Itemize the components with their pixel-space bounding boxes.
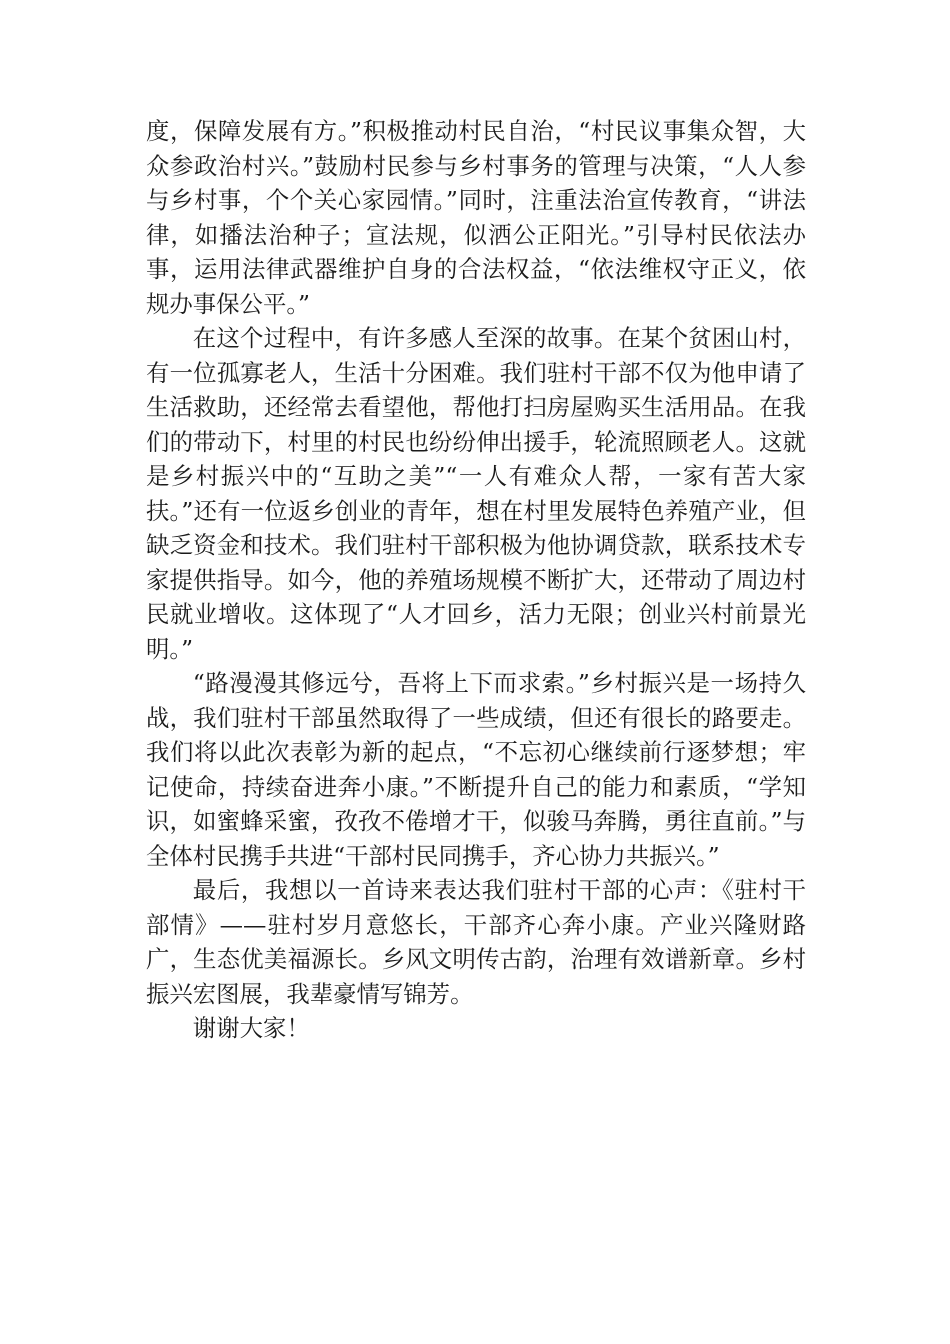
paragraph-thanks: 谢谢大家！ (192, 1014, 310, 1042)
paragraph-stories: 在这个过程中，有许多感人至深的故事。在某个贫困山村，有一位孤寡老人，生活十分困难。我们驻村干部不仅为他申请了生活救助，还经常去看望他，帮他打扫房屋购买生活用品。在我们的带动下，村里的村民也纷纷伸出援手，轮流照顾老人。这就是乡村振兴中的“互助之美”“一人有难众人帮，一家有苦大家扶。”还有一位返乡创业的青年，想在村里发展特色养殖产业，但缺乏资金和技术。我们驻村干部积极为他协调贷款，联系技术专家提供指导。如今，他的养殖场规模不断扩大，还带动了周边村民就业增收。这体现了“人才回乡，活力无限；创业兴村前景光明。” (146, 324, 806, 663)
document-page (146, 114, 806, 1046)
paragraph-outlook: “路漫漫其修远兮，吾将上下而求索。”乡村振兴是一场持久战，我们驻村干部虽然取得了一些成绩，但还有很长的路要走。我们将以此次表彰为新的起点，“不忘初心继续前行逐梦想；牢记使命，持续奋进奔小康。”不断提升自己的能力和素质，“学知识，如蜜蜂采蜜，孜孜不倦增才干，似骏马奔腾，勇往直前。”与全体村民携手共进“干部村民同携手，齐心协力共振兴。” (146, 669, 806, 870)
paragraph-continued: 度，保障发展有方。”积极推动村民自治，“村民议事集众智，大众参政治村兴。”鼓励村民参与乡村事务的管理与决策，“人人参与乡村事，个个关心家园情。”同时，注重法治宣传教育，“讲法律，如播法治种子；宣法规，似洒公正阳光。”引导村民依法办事，运用法律武器维护自身的合法权益，“依法维权守正义，依规办事保公平。” (146, 117, 806, 318)
paragraph-poem: 最后，我想以一首诗来表达我们驻村干部的心声：《驻村干部情》——驻村岁月意悠长，干部齐心奔小康。产业兴隆财路广，生态优美福源长。乡风文明传古韵，治理有效谱新章。乡村振兴宏图展，我辈豪情写锦芳。 (146, 876, 806, 1008)
